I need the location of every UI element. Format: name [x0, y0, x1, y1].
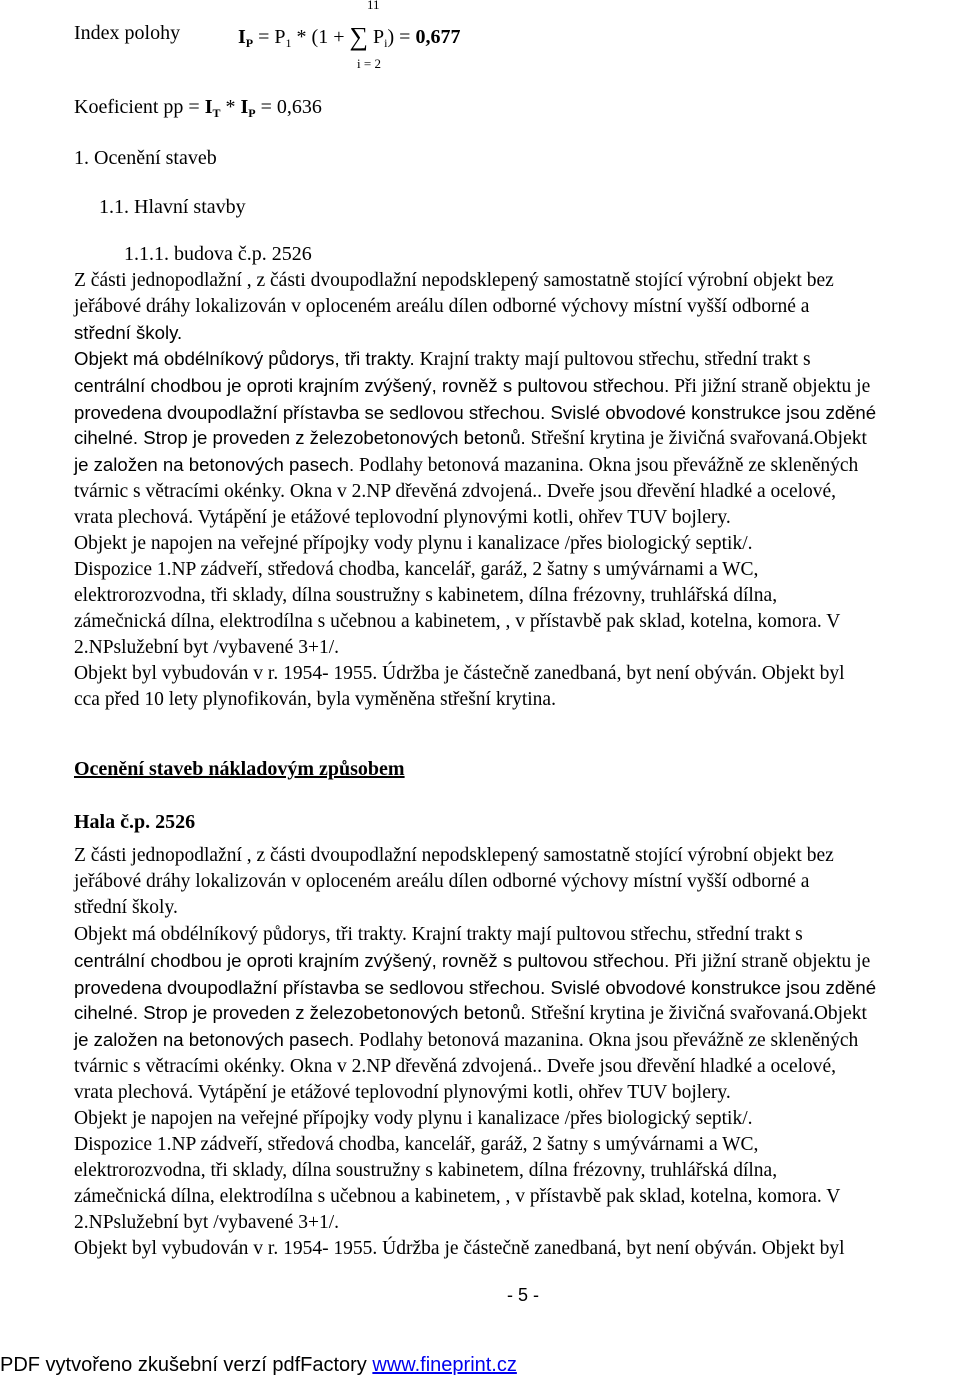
sum-upper-limit: 11	[367, 0, 380, 12]
heading-hlavni-stavby: 1.1. Hlavní stavby	[99, 196, 246, 218]
heading-budova: 1.1.1. budova č.p. 2526	[124, 243, 312, 265]
pdffactory-footer: PDF vytvořeno zkušební verzí pdfFactory www.fineprint.cz	[0, 1354, 517, 1376]
index-polohy-formula: $I_P = P_1 * (1$ + ∑ $P_i) = 0,677$	[238, 22, 461, 51]
index-polohy-label: Index polohy	[74, 22, 181, 44]
heading-hala: Hala č.p. 2526	[74, 811, 196, 833]
heading-oceneni-staveb: 1. Ocenění staveb	[74, 147, 217, 169]
page-number: - 5 -	[507, 1285, 540, 1305]
fineprint-link[interactable]: www.fineprint.cz	[372, 1354, 517, 1376]
building-description-1: Z části jednopodlažní , z části dvoupodlažní nepodsklepený samostatně stojící výrobní objekt bez jeřábové dráhy lokalizován v oploceném areálu dílen odborné výchovy místní vyšší odborné a střední školy. Objekt má obdélníkový půdorys, tři trakty. Krajní trakty mají pultovou střechu, střední trakt s centrální chodbou je oproti krajním zvýšený, rovněž s pultovou střechou. Při jižní straně objektu je provedena dvoupodlažní přístavba se sedlovou střechou. Svislé obvodové konstrukce jsou zděné cihelné. Strop je proveden z železobetonových betonů. Střešní krytina je živičná svařovaná.Objekt je založen na betonových pasech. Podlahy betonová mazanina. Okna jsou převážně ze skleněných tvárnic s větracími okénky. Okna v 2.NP dřevěná zdvojená.. Dveře jsou dřevění hladké a ocelové, vrata plechová. Vytápění je etážové teplovodní plynovými kotli, ohřev TUV bojlery. Objekt je napojen na veřejné přípojky vody plynu i kanalizace /přes biologický septik/. Dispozice 1.NP zádveří, středová chodba, kancelář, garáž, 2 šatny s umývárnami a WC, elektrorozvodna, tři sklady, dílna soustružny s kabinetem, dílna frézovny, truhlářská dílna, zámečnická dílna, elektrodílna s učebnou a kabinetem, , v přístavbě pak sklad, kotelna, komora. V 2.NPslužební byt /vybavené 3+1/. Objekt byl vybudován v r. 1954- 1955. Údržba je částečně zanedbaná, byt není obýván. Objekt byl cca před 10 lety plynofikován, byla vyměněna střešní krytina.	[74, 270, 877, 710]
koeficient-pp: Koeficient pp = $I_T * I_P = 0,636$	[74, 96, 322, 120]
building-description-2: Z části jednopodlažní , z části dvoupodlažní nepodsklepený samostatně stojící výrobní objekt bez jeřábové dráhy lokalizován v oploceném areálu dílen odborné výchovy místní vyšší odborné a střední školy. Objekt má obdélníkový půdorys, tři trakty. Krajní trakty mají pultovou střechu, střední trakt s centrální chodbou je oproti krajním zvýšený, rovněž s pultovou střechou. Při jižní straně objektu je provedena dvoupodlažní přístavba se sedlovou střechou. Svislé obvodové konstrukce jsou zděné cihelné. Strop je proveden z železobetonových betonů. Střešní krytina je živičná svařovaná.Objekt je založen na betonových pasech. Podlahy betonová mazanina. Okna jsou převážně ze skleněných tvárnic s větracími okénky. Okna v 2.NP dřevěná zdvojená.. Dveře jsou dřevění hladké a ocelové, vrata plechová. Vytápění je etážové teplovodní plynovými kotli, ohřev TUV bojlery. Objekt je napojen na veřejné přípojky vody plynu i kanalizace /přes biologický septik/. Dispozice 1.NP zádveří, středová chodba, kancelář, garáž, 2 šatny s umývárnami a WC, elektrorozvodna, tři sklady, dílna soustružny s kabinetem, dílna frézovny, truhlářská dílna, zámečnická dílna, elektrodílna s učebnou a kabinetem, , v přístavbě pak sklad, kotelna, komora. V 2.NPslužební byt /vybavené 3+1/. Objekt byl vybudován v r. 1954- 1955. Údržba je částečně zanedbaná, byt není obýván. Objekt byl	[74, 845, 877, 1259]
sum-lower-limit: i = 2	[357, 56, 381, 71]
heading-naklady: Ocenění staveb nákladovým způsobem	[74, 758, 405, 780]
sum-symbol: ∑	[349, 22, 369, 51]
